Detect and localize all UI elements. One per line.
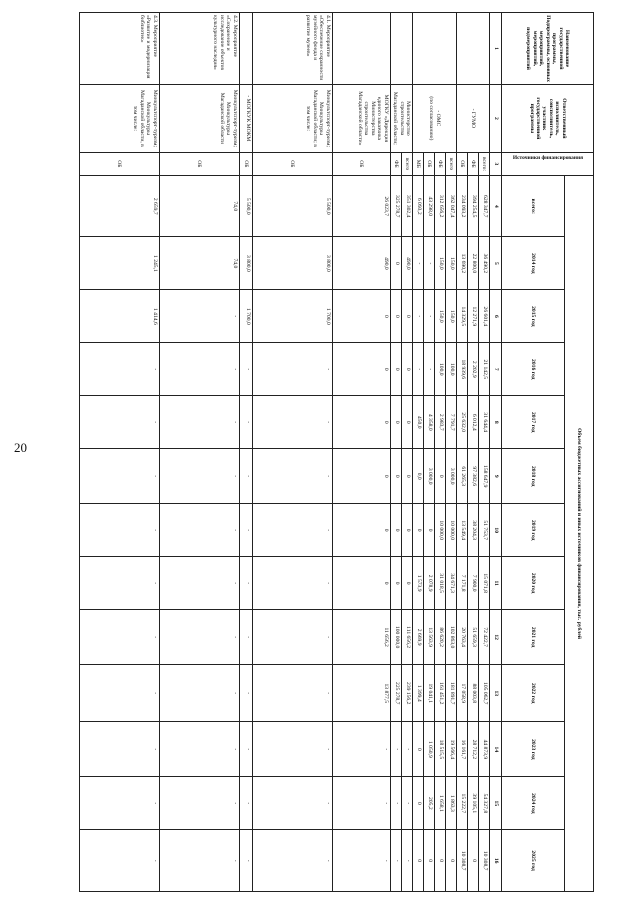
column-number: 11 — [490, 557, 502, 610]
value-cell: - — [79, 396, 159, 449]
value-cell: 351 302,4 — [401, 176, 412, 237]
value-cell: - — [332, 830, 390, 892]
value-cell: 6 012,4 — [468, 396, 479, 449]
row-title: 4.3. Мероприятие «Развитие и модернизация библиотек» — [79, 13, 159, 85]
page-number: 20 — [14, 440, 27, 455]
source-cell: ОБ — [252, 152, 332, 175]
table-row — [446, 13, 457, 892]
value-cell: 10 308,7 — [479, 830, 490, 892]
value-cell: 0 — [390, 557, 401, 610]
value-cell: 13 690,2 — [457, 237, 468, 290]
value-cell: 5 500,0 — [252, 176, 332, 237]
header-year-2017-год: 2017 год — [502, 396, 565, 449]
value-cell: 150,0 — [446, 237, 457, 290]
value-cell: 0 — [401, 449, 412, 504]
source-cell: всего — [446, 152, 457, 175]
value-cell: 36 490,2 — [479, 237, 490, 290]
value-cell: - — [424, 343, 435, 396]
value-cell: - — [413, 237, 424, 290]
source-cell: ОБ — [424, 152, 435, 175]
row-title — [413, 13, 457, 85]
value-cell: - — [332, 722, 390, 777]
value-cell: - — [239, 557, 252, 610]
value-cell: 12 271,9 — [468, 290, 479, 343]
value-cell: 150,0 — [435, 237, 446, 290]
header-year-2014-год: 2014 год — [502, 237, 565, 290]
value-cell: 1 700,0 — [252, 290, 332, 343]
value-cell: - — [252, 449, 332, 504]
value-cell: - — [159, 777, 239, 830]
value-cell: - — [252, 396, 332, 449]
value-cell: - — [159, 665, 239, 722]
value-cell: 150,0 — [446, 290, 457, 343]
row-responsible: Минкультспорт-туризм; Минкультуры Магаданской области; в том числе: — [252, 85, 332, 153]
value-cell: - — [239, 777, 252, 830]
value-cell: 0 — [401, 290, 412, 343]
value-cell: 26 023,7 — [332, 176, 390, 237]
value-cell: 2 659,7 — [79, 176, 159, 237]
value-cell: 100,0 — [435, 343, 446, 396]
value-cell: 0 — [401, 557, 412, 610]
value-cell: 26 601,4 — [479, 290, 490, 343]
value-cell: 205,2 — [424, 777, 435, 830]
value-cell: 39 105,1 — [468, 777, 479, 830]
value-cell: 0 — [332, 557, 390, 610]
value-cell: 1 700,0 — [239, 290, 252, 343]
column-number: 6 — [490, 290, 502, 343]
value-cell: - — [401, 722, 412, 777]
value-cell: 0 — [413, 722, 424, 777]
value-cell: 34 671,3 — [446, 557, 457, 610]
header-year-2021-год: 2021 год — [502, 610, 565, 665]
value-cell: - — [79, 504, 159, 557]
value-cell: 88 003,8 — [468, 665, 479, 722]
value-cell: 1 050,9 — [424, 722, 435, 777]
value-cell: - — [390, 777, 401, 830]
column-number: 15 — [490, 777, 502, 830]
column-number: 2 — [490, 85, 502, 153]
row-responsible: МОГКУ «Дирекция единого заказчика Министерства строительства Магаданской области» — [332, 85, 390, 153]
value-cell: 0 — [332, 343, 390, 396]
value-cell: - — [159, 343, 239, 396]
value-cell: - — [79, 449, 159, 504]
header-sources — [502, 152, 594, 175]
column-number: 1 — [490, 13, 502, 85]
column-number: 5 — [490, 237, 502, 290]
value-cell: - — [239, 610, 252, 665]
value-cell: 31 644,4 — [479, 396, 490, 449]
value-cell: - — [79, 777, 159, 830]
value-cell: 3 000,0 — [424, 449, 435, 504]
value-cell: - — [159, 449, 239, 504]
value-cell: 10 308,7 — [457, 830, 468, 892]
header-year-2020-год: 2020 год — [502, 557, 565, 610]
value-cell: - — [252, 665, 332, 722]
value-cell: 2 669,9 — [413, 610, 424, 665]
value-cell: 11 656,2 — [332, 610, 390, 665]
value-cell: - — [252, 343, 332, 396]
value-cell: 0 — [390, 449, 401, 504]
value-cell: 3 800,0 — [252, 237, 332, 290]
row-title — [390, 13, 412, 85]
header-year-2022-год: 2022 год — [502, 665, 565, 722]
column-number: 12 — [490, 610, 502, 665]
value-cell: - — [252, 830, 332, 892]
value-cell: 0 — [446, 830, 457, 892]
value-cell: 628 347,7 — [479, 176, 490, 237]
value-cell: 7 791,7 — [446, 396, 457, 449]
column-number: 4 — [490, 176, 502, 237]
value-cell: 61 265,3 — [457, 449, 468, 504]
source-cell: ОБ — [239, 152, 252, 175]
value-cell: 74,0 — [159, 176, 239, 237]
value-cell: - — [424, 290, 435, 343]
value-cell: - — [159, 396, 239, 449]
value-cell: 105 062,7 — [479, 665, 490, 722]
value-cell: - — [159, 830, 239, 892]
source-cell: всего — [401, 152, 412, 175]
value-cell: 13 563,9 — [424, 610, 435, 665]
value-cell: 51 753,7 — [479, 504, 490, 557]
value-cell: 25 632,0 — [457, 396, 468, 449]
header-total: всего: — [502, 176, 565, 237]
header-year-2015-год: 2015 год — [502, 290, 565, 343]
value-cell: - — [239, 396, 252, 449]
column-number: 9 — [490, 449, 502, 504]
value-cell: - — [252, 504, 332, 557]
value-cell: 234 093,2 — [457, 176, 468, 237]
value-cell: - — [79, 830, 159, 892]
value-cell: - — [413, 343, 424, 396]
value-cell: 450,0 — [413, 396, 424, 449]
value-cell: - — [252, 557, 332, 610]
value-cell: 1 399,4 — [413, 665, 424, 722]
value-cell: - — [79, 343, 159, 396]
value-cell: 14 329,5 — [457, 290, 468, 343]
header-program: Наименование государственной программы, Подпрограммы, основных мероприятий, мероприятий, подмероприятий — [502, 13, 594, 85]
row-responsible: - МОГКУК МОКМ — [239, 85, 252, 153]
value-cell: 490,0 — [332, 237, 390, 290]
value-cell: 19 566,4 — [446, 722, 457, 777]
header-year-2023-год: 2023 год — [502, 722, 565, 777]
value-cell: - — [159, 722, 239, 777]
value-cell: - — [252, 777, 332, 830]
value-cell: 0 — [390, 237, 401, 290]
table-row — [332, 13, 390, 892]
value-cell: 22 800,0 — [468, 237, 479, 290]
header-year-2016-год: 2016 год — [502, 343, 565, 396]
value-cell: - — [159, 610, 239, 665]
column-number: 10 — [490, 504, 502, 557]
value-cell: 17 058,9 — [457, 665, 468, 722]
row-title — [239, 13, 252, 85]
source-cell: ФБ — [468, 152, 479, 175]
value-cell: 0 — [424, 504, 435, 557]
value-cell: 0 — [332, 449, 390, 504]
source-cell: ФБ — [435, 152, 446, 175]
value-cell: 0 — [401, 343, 412, 396]
value-cell: 86 620,2 — [435, 610, 446, 665]
value-cell: 1 414,6 — [79, 290, 159, 343]
value-cell: 7 900,0 — [468, 557, 479, 610]
responsible-name: - ОМС — [434, 110, 441, 127]
source-cell: ОБ — [79, 152, 159, 175]
responsible-name: Министерство строительства Магаданской области; — [392, 91, 411, 145]
value-cell: 0,0 — [413, 449, 424, 504]
value-cell: 158 647,9 — [479, 449, 490, 504]
value-cell: - — [79, 610, 159, 665]
value-cell: - — [252, 610, 332, 665]
value-cell: 0 — [390, 504, 401, 557]
table-row — [252, 13, 332, 892]
row-responsible: Минкультспорт-туризм; Минкультуры Магаданской области — [159, 85, 239, 153]
value-cell: 102 863,0 — [446, 610, 457, 665]
value-cell: - — [390, 722, 401, 777]
value-cell: 362 047,4 — [446, 176, 457, 237]
value-cell: 0 — [390, 396, 401, 449]
value-cell: - — [79, 722, 159, 777]
table-row — [79, 13, 159, 892]
value-cell: 0 — [332, 504, 390, 557]
value-cell: 0 — [435, 830, 446, 892]
source-cell: ОБ — [332, 152, 390, 175]
value-cell: - — [79, 557, 159, 610]
value-cell: 2 078,9 — [424, 557, 435, 610]
value-cell: - — [401, 830, 412, 892]
value-cell: 51 659,3 — [468, 610, 479, 665]
responsible-name: - ГУМО — [470, 108, 477, 129]
value-cell: 21 142,5 — [479, 343, 490, 396]
budget-table — [79, 12, 594, 892]
row-title — [332, 13, 390, 85]
value-cell: 111 656,2 — [401, 610, 412, 665]
value-cell: 0 — [413, 504, 424, 557]
header-year-2024-год: 2024 год — [502, 777, 565, 830]
value-cell: 6 093,2 — [413, 176, 424, 237]
value-cell: 0 — [413, 777, 424, 830]
value-cell: 0 — [332, 290, 390, 343]
value-cell: 74,0 — [159, 237, 239, 290]
value-cell: 225 278,7 — [390, 665, 401, 722]
value-cell: 54 327,8 — [479, 777, 490, 830]
value-cell: 312 656,2 — [435, 176, 446, 237]
value-cell: 18 515,5 — [435, 722, 446, 777]
header-year-2019-год: 2019 год — [502, 504, 565, 557]
value-cell: 20 763,4 — [457, 610, 468, 665]
value-cell: 15 222,7 — [457, 777, 468, 830]
value-cell: - — [239, 343, 252, 396]
value-cell: 1 245,1 — [79, 237, 159, 290]
value-cell: 44 873,9 — [479, 722, 490, 777]
value-cell: 28 712,2 — [468, 722, 479, 777]
value-cell: 2 202,9 — [468, 343, 479, 396]
row-title: 4.1. Мероприятие «Обеспечение сохранности музейного фонда и развитие музеев» — [252, 13, 332, 85]
value-cell: 2 983,7 — [435, 396, 446, 449]
value-cell: 10 000,0 — [435, 504, 446, 557]
value-cell: 0 — [401, 396, 412, 449]
value-cell: - — [239, 830, 252, 892]
value-cell: 0 — [390, 290, 401, 343]
value-cell: 100,0 — [446, 343, 457, 396]
value-cell: 13 549,4 — [457, 504, 468, 557]
row-responsible — [457, 85, 490, 153]
value-cell: - — [390, 830, 401, 892]
value-cell: 394 254,5 — [468, 176, 479, 237]
responsible-note: (по согласованию) — [428, 96, 435, 141]
row-responsible — [413, 85, 457, 153]
value-cell: 5 500,0 — [239, 176, 252, 237]
table-row — [479, 13, 490, 892]
header-responsible: Ответственный исполнитель, соисполнитель, участник государственной программы — [502, 85, 594, 153]
value-cell: - — [239, 449, 252, 504]
value-cell: 0 — [424, 830, 435, 892]
value-cell: 239 156,2 — [401, 665, 412, 722]
value-cell: 10 000,0 — [446, 504, 457, 557]
value-cell: - — [252, 722, 332, 777]
header-budget-group: Объем бюджетных ассигнований и иных источников финансирования, тыс. рублей — [565, 176, 594, 892]
value-cell: 13 877,5 — [332, 665, 390, 722]
value-cell: 161 451,2 — [435, 665, 446, 722]
value-cell: - — [239, 665, 252, 722]
value-cell: 19 041,1 — [424, 665, 435, 722]
value-cell: 0 — [390, 343, 401, 396]
table-row — [159, 13, 239, 892]
value-cell: 15 071,8 — [479, 557, 490, 610]
value-cell: 4 358,0 — [424, 396, 435, 449]
header-year-2025-год: 2025 год — [502, 830, 565, 892]
value-cell: 31 018,5 — [435, 557, 446, 610]
value-cell: 0 — [435, 449, 446, 504]
column-number: 7 — [490, 343, 502, 396]
value-cell: 97 382,6 — [468, 449, 479, 504]
value-cell: 43 298,0 — [424, 176, 435, 237]
value-cell: - — [424, 237, 435, 290]
source-cell: ОБ — [159, 152, 239, 175]
value-cell: 1 573,9 — [413, 557, 424, 610]
value-cell: 100 000,0 — [390, 610, 401, 665]
value-cell: 38 204,3 — [468, 504, 479, 557]
header-year-2018-год: 2018 год — [502, 449, 565, 504]
value-cell: - — [332, 777, 390, 830]
value-cell: - — [159, 290, 239, 343]
value-cell: 490,0 — [401, 237, 412, 290]
value-cell: 181 891,7 — [446, 665, 457, 722]
value-cell: 3 000,0 — [446, 449, 457, 504]
value-cell: - — [401, 777, 412, 830]
column-number: 13 — [490, 665, 502, 722]
value-cell: 7 171,8 — [457, 557, 468, 610]
header-sources-text: Источники финансирования — [512, 154, 583, 161]
value-cell: 0 — [468, 830, 479, 892]
column-number: 16 — [490, 830, 502, 892]
value-cell: 1 863,3 — [446, 777, 457, 830]
value-cell: 3 800,0 — [239, 237, 252, 290]
value-cell: - — [159, 557, 239, 610]
table-row — [239, 13, 252, 892]
value-cell: 0 — [332, 396, 390, 449]
value-cell: 1 658,1 — [435, 777, 446, 830]
value-cell: 0 — [401, 504, 412, 557]
column-number: 14 — [490, 722, 502, 777]
table-row — [401, 13, 412, 892]
row-title: 4.2. Мероприятие «Сохранение и исследование объектов культурного наследия» — [159, 13, 239, 85]
value-cell: 16 161,7 — [457, 722, 468, 777]
column-number: 8 — [490, 396, 502, 449]
row-title — [457, 13, 490, 85]
rotated-page — [64, 12, 594, 892]
value-cell: - — [413, 290, 424, 343]
value-cell: - — [239, 504, 252, 557]
value-cell: 72 422,7 — [479, 610, 490, 665]
source-cell: ФБ — [390, 152, 401, 175]
value-cell: - — [239, 722, 252, 777]
row-responsible — [390, 85, 412, 153]
source-cell: ОБ — [457, 152, 468, 175]
row-responsible: Минкультспорт-туризм; Минкультуры Магаданской области, в том числе: — [79, 85, 159, 153]
source-cell: всего: — [479, 152, 490, 175]
column-number: 3 — [490, 152, 502, 175]
value-cell: - — [159, 504, 239, 557]
value-cell: 150,0 — [435, 290, 446, 343]
value-cell: 0 — [413, 830, 424, 892]
source-cell: МБ — [413, 152, 424, 175]
value-cell: 325 278,7 — [390, 176, 401, 237]
value-cell: 18 939,6 — [457, 343, 468, 396]
value-cell: - — [79, 665, 159, 722]
